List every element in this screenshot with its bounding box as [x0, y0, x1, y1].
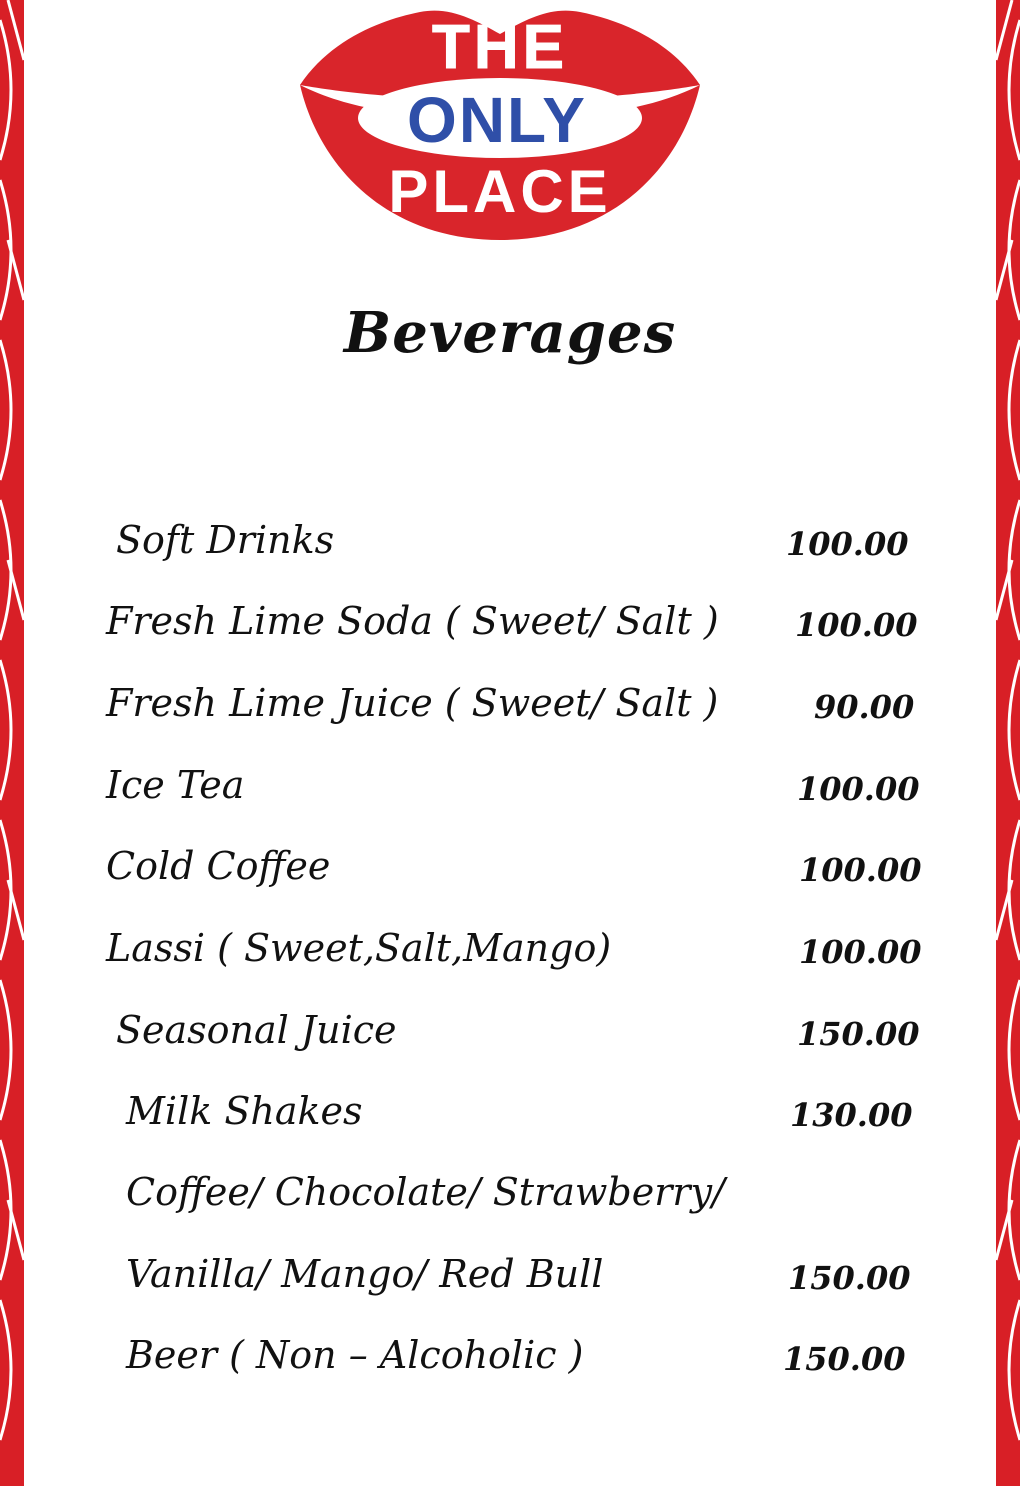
section-heading: Beverages	[343, 300, 677, 366]
menu-item-name: Beer ( Non – Alcoholic )	[126, 1333, 584, 1377]
right-decorative-border	[996, 0, 1020, 1486]
menu-item-name: Fresh Lime Soda ( Sweet/ Salt )	[106, 599, 719, 643]
menu-item-price: 100.00	[797, 770, 920, 808]
logo-text-only: ONLY	[407, 84, 587, 156]
menu-item-name: Ice Tea	[106, 763, 245, 807]
menu-item-name: Cold Coffee	[106, 844, 331, 888]
menu-item-name: Lassi ( Sweet,Salt,Mango)	[106, 926, 612, 970]
menu-item-name: Vanilla/ Mango/ Red Bull	[126, 1252, 604, 1296]
menu-item-name: Milk Shakes	[126, 1089, 363, 1133]
menu-item-name: Seasonal Juice	[116, 1008, 397, 1052]
menu-item-price: 130.00	[790, 1096, 913, 1134]
menu-item-price: 150.00	[788, 1259, 911, 1297]
menu-item-price: 100.00	[795, 606, 918, 644]
menu-item-price: 100.00	[799, 933, 922, 971]
menu-item-name: Fresh Lime Juice ( Sweet/ Salt )	[106, 681, 719, 725]
menu-item-price: 100.00	[786, 525, 909, 563]
menu-item-price: 150.00	[797, 1015, 920, 1053]
logo-text-the: THE	[432, 13, 568, 82]
menu-item-price: 90.00	[814, 688, 915, 726]
menu-item-price: 150.00	[783, 1340, 906, 1378]
menu-item-price: 100.00	[799, 851, 922, 889]
logo-text-place: PLACE	[388, 158, 612, 225]
menu-item-name: Coffee/ Chocolate/ Strawberry/	[126, 1170, 725, 1214]
menu-item-name: Soft Drinks	[116, 518, 335, 562]
lips-logo	[290, 0, 710, 245]
left-decorative-border	[0, 0, 24, 1486]
